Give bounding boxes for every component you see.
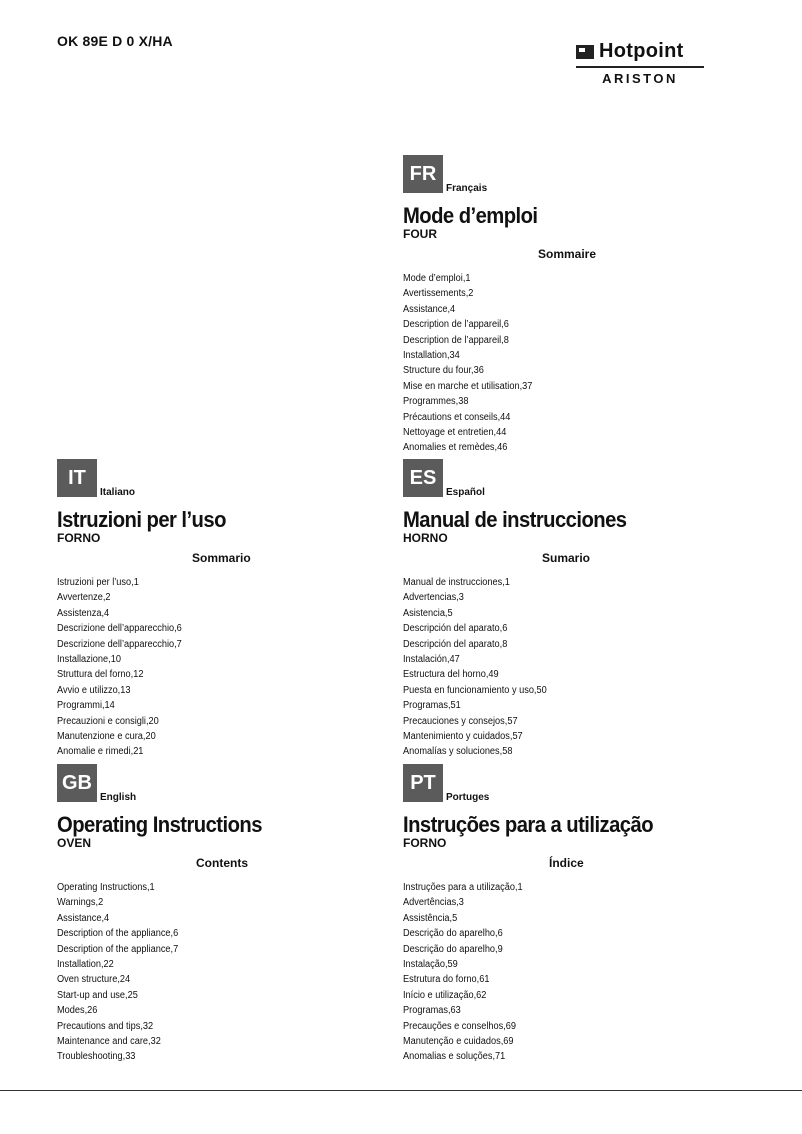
toc-item: Troubleshooting,33 <box>57 1051 136 1063</box>
toc-item: Structure du four,36 <box>403 365 484 377</box>
language-name-fr: Français <box>446 183 488 194</box>
toc-item: Manutenção e cuidados,69 <box>403 1036 514 1048</box>
toc-item: Maintenance and care,32 <box>57 1036 161 1048</box>
section-es <box>403 459 733 758</box>
toc-item: Operating Instructions,1 <box>57 882 155 893</box>
toc-item: Description de l’appareil,6 <box>403 319 509 331</box>
section-gb <box>57 764 387 1063</box>
toc-item: Anomalie e rimedi,21 <box>57 746 144 758</box>
section-product-it: FORNO <box>57 531 101 545</box>
toc-item: Anomalías y soluciones,58 <box>403 746 513 758</box>
toc-item: Précautions et conseils,44 <box>403 411 511 423</box>
toc-item: Estructura del horno,49 <box>403 669 499 681</box>
toc-item: Avvertenze,2 <box>57 592 111 604</box>
toc-item: Mise en marche et utilisation,37 <box>403 380 533 392</box>
toc-item: Avvio e utilizzo,13 <box>57 684 131 696</box>
language-name-es: Español <box>446 487 485 498</box>
section-title-es: Manual de instrucciones <box>403 507 627 532</box>
toc-item: Descrição do aparelho,9 <box>403 943 503 955</box>
toc-item: Warnings,2 <box>57 897 104 909</box>
toc-item: Description of the appliance,6 <box>57 928 179 940</box>
section-product-pt: FORNO <box>403 836 447 850</box>
toc-item: Mantenimiento y cuidados,57 <box>403 731 523 743</box>
toc-item: Puesta en funcionamiento y uso,50 <box>403 684 547 696</box>
toc-item: Instruções para a utilização,1 <box>403 882 523 893</box>
section-pt <box>403 764 733 1063</box>
toc-item: Anomalias e soluções,71 <box>403 1051 506 1063</box>
toc-item: Avertissements,2 <box>403 288 474 300</box>
footer-rule <box>0 1090 802 1091</box>
toc-item: Manual de instrucciones,1 <box>403 577 510 588</box>
contents-label-it: Sommario <box>192 551 251 565</box>
toc-item: Advertencias,3 <box>403 592 464 604</box>
logo-rule <box>576 66 704 68</box>
toc-item: Assistenza,4 <box>57 607 110 619</box>
toc-item: Instalação,59 <box>403 959 458 971</box>
section-title-gb: Operating Instructions <box>57 812 262 837</box>
toc-item: Asistencia,5 <box>403 607 453 619</box>
toc-item: Início e utilização,62 <box>403 989 487 1001</box>
toc-item: Descrizione dell’apparecchio,6 <box>57 623 182 635</box>
toc-item: Descripción del aparato,8 <box>403 638 508 650</box>
language-badge-fr: FR <box>403 155 443 193</box>
toc-item: Descrição do aparelho,6 <box>403 928 503 940</box>
logo-sub: ARISTON <box>602 71 678 86</box>
section-title-fr: Mode d’emploi <box>403 203 538 228</box>
toc-item: Precautions and tips,32 <box>57 1020 154 1032</box>
language-badge-pt: PT <box>403 764 443 802</box>
section-product-fr: FOUR <box>403 227 437 241</box>
toc-item: Instalación,47 <box>403 654 460 666</box>
toc-item: Precauzioni e consigli,20 <box>57 715 159 727</box>
language-badge-gb: GB <box>57 764 97 802</box>
toc-item: Advertências,3 <box>403 897 464 909</box>
section-product-gb: OVEN <box>57 836 92 850</box>
contents-label-pt: Índice <box>549 856 584 870</box>
toc-item: Installation,34 <box>403 350 460 362</box>
model-number: OK 89E D 0 X/HA <box>57 33 173 49</box>
toc-item: Assistance,4 <box>403 303 456 315</box>
language-name-pt: Portuges <box>446 792 490 803</box>
toc-gb <box>57 880 189 1065</box>
toc-item: Nettoyage et entretien,44 <box>403 427 507 439</box>
toc-item: Anomalies et remèdes,46 <box>403 442 508 454</box>
toc-it <box>57 575 193 760</box>
toc-item: Assistência,5 <box>403 912 458 924</box>
toc-item: Descrizione dell’apparecchio,7 <box>57 638 182 650</box>
toc-item: Modes,26 <box>57 1005 98 1017</box>
language-badge-it: IT <box>57 459 97 497</box>
language-badge-es: ES <box>403 459 443 497</box>
section-product-es: HORNO <box>403 531 448 545</box>
hotpoint-ariston-logo <box>576 40 704 86</box>
section-it <box>57 459 387 758</box>
toc-item: Assistance,4 <box>57 912 110 924</box>
toc-item: Descripción del aparato,6 <box>403 623 508 635</box>
toc-item: Struttura del forno,12 <box>57 669 144 681</box>
toc-item: Istruzioni per l’uso,1 <box>57 577 139 588</box>
toc-es <box>403 575 559 760</box>
logo-mark-icon <box>576 45 594 59</box>
section-title-it: Istruzioni per l’uso <box>57 507 226 532</box>
toc-item: Oven structure,24 <box>57 974 131 986</box>
toc-item: Manutenzione e cura,20 <box>57 731 156 743</box>
section-fr <box>403 155 733 454</box>
toc-item: Programmi,14 <box>57 700 115 712</box>
toc-item: Installation,22 <box>57 959 114 971</box>
contents-label-fr: Sommaire <box>538 247 597 261</box>
toc-item: Precauciones y consejos,57 <box>403 715 518 727</box>
toc-item: Estrutura do forno,61 <box>403 974 490 986</box>
contents-label-es: Sumario <box>542 551 591 565</box>
toc-item: Programas,63 <box>403 1005 461 1017</box>
toc-item: Description de l’appareil,8 <box>403 334 509 346</box>
toc-item: Programmes,38 <box>403 396 469 408</box>
toc-pt <box>403 880 533 1065</box>
toc-item: Start-up and use,25 <box>57 989 138 1001</box>
language-name-gb: English <box>100 792 137 803</box>
toc-item: Mode d’emploi,1 <box>403 273 471 284</box>
toc-fr <box>403 271 544 456</box>
language-name-it: Italiano <box>100 487 136 498</box>
toc-item: Description of the appliance,7 <box>57 943 179 955</box>
toc-item: Programas,51 <box>403 700 461 712</box>
section-title-pt: Instruções para a utilização <box>403 812 654 837</box>
contents-label-gb: Contents <box>196 856 248 870</box>
toc-item: Installazione,10 <box>57 654 121 666</box>
logo-brand: Hotpoint <box>599 40 684 62</box>
toc-item: Precauções e conselhos,69 <box>403 1020 517 1032</box>
